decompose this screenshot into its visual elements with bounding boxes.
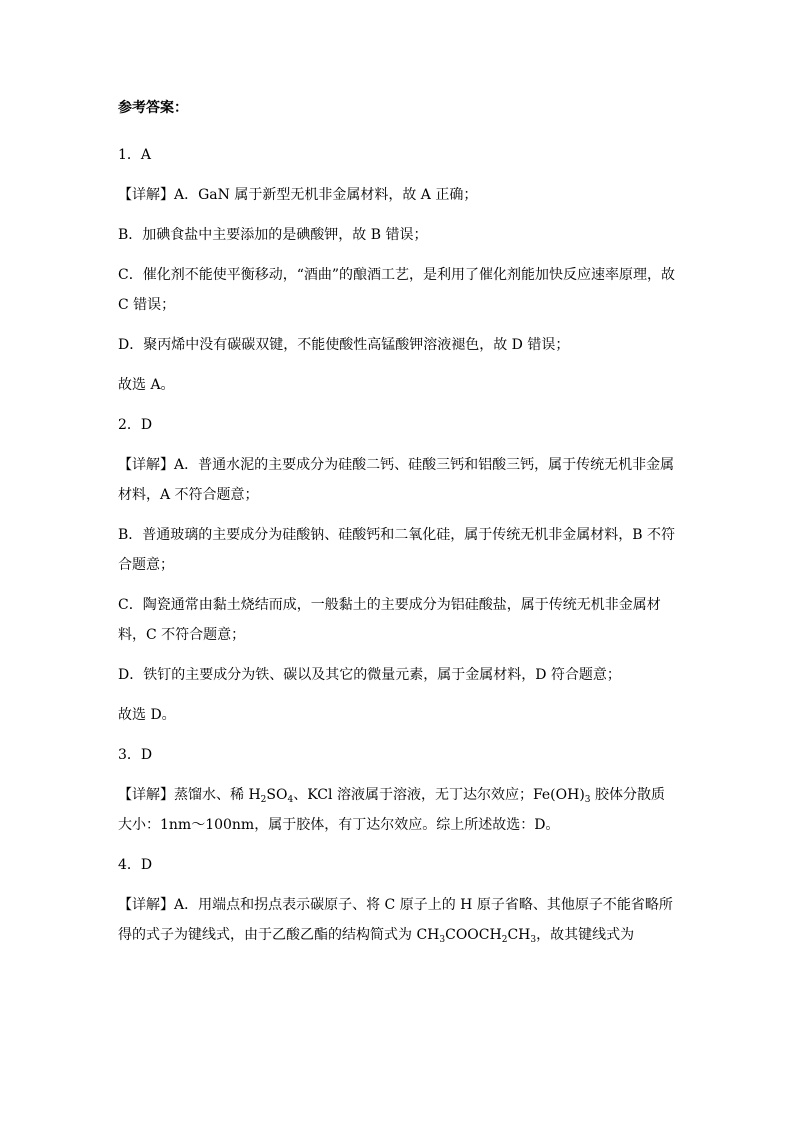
q4-text-1: 【详解】A．用端点和拐点表示碳原子、将 C 原子上的 H 原子省略、其他原子不能省略所得的式子为键线式，由于乙酸乙酯的结构简式为 CH xyxy=(118,897,673,943)
q4-sub-1: 3 xyxy=(439,935,446,945)
q3-text-3: 、KCl 溶液属于溶液，无丁达尔效应；Fe(OH) xyxy=(293,787,585,803)
answer-document xyxy=(118,88,678,960)
q1-number: 1．A xyxy=(118,147,152,163)
q1-option-b: B．加碘食盐中主要添加的是碘酸钾，故 B 错误； xyxy=(118,227,428,243)
q2-option-a: 【详解】A．普通水泥的主要成分为硅酸二钙、硅酸三钙和铝酸三钙，属于传统无机非金属材料，A 不符合题意； xyxy=(118,457,675,503)
q3-sub-3: 3 xyxy=(584,795,591,805)
q3-text-1: 【详解】蒸馏水、稀 H xyxy=(118,787,261,803)
q4-text-4: ，故其键线式为 xyxy=(536,927,635,943)
q3-text-4: 胶体分散质大小：1nm～100nm，属于胶体，有丁达尔效应。综上所述故选：D。 xyxy=(118,787,665,833)
q2-number: 2．D xyxy=(118,417,153,433)
q4-option-a xyxy=(118,890,678,950)
q2-option-d: D．铁钉的主要成分为铁、碳以及其它的微量元素，属于金属材料，D 符合题意； xyxy=(118,667,621,683)
q3-explanation xyxy=(118,780,678,840)
q3-text-2: SO xyxy=(266,787,288,803)
q2-option-c: C．陶瓷通常由黏土烧结而成，一般黏土的主要成分为铝硅酸盐，属于传统无机非金属材料，C 不符合题意； xyxy=(118,597,661,643)
q4-text-2: COOCH xyxy=(445,927,502,943)
q3-sub-2: 4 xyxy=(287,795,294,805)
q1-conclusion: 故选 A。 xyxy=(118,377,175,393)
q3-number: 3．D xyxy=(118,747,153,763)
page-title: 参考答案： xyxy=(118,100,188,116)
q2-conclusion: 故选 D。 xyxy=(118,707,176,723)
q4-number: 4．D xyxy=(118,857,153,873)
q2-option-b: B．普通玻璃的主要成分为硅酸钠、硅酸钙和二氧化硅，属于传统无机非金属材料，B 不符合题意； xyxy=(118,527,676,573)
q1-option-d: D．聚丙烯中没有碳碳双键，不能使酸性高锰酸钾溶液褪色，故 D 错误； xyxy=(118,337,570,353)
q4-sub-2: 2 xyxy=(501,935,508,945)
q1-option-a: 【详解】A．GaN 属于新型无机非金属材料，故 A 正确； xyxy=(118,187,478,203)
q1-option-c: C．催化剂不能使平衡移动，“酒曲”的酿酒工艺，是利用了催化剂能加快反应速率原理，故 C 错误； xyxy=(118,267,676,313)
q3-sub-1: 2 xyxy=(260,795,267,805)
q4-sub-3: 3 xyxy=(530,935,537,945)
q4-text-3: CH xyxy=(507,927,531,943)
